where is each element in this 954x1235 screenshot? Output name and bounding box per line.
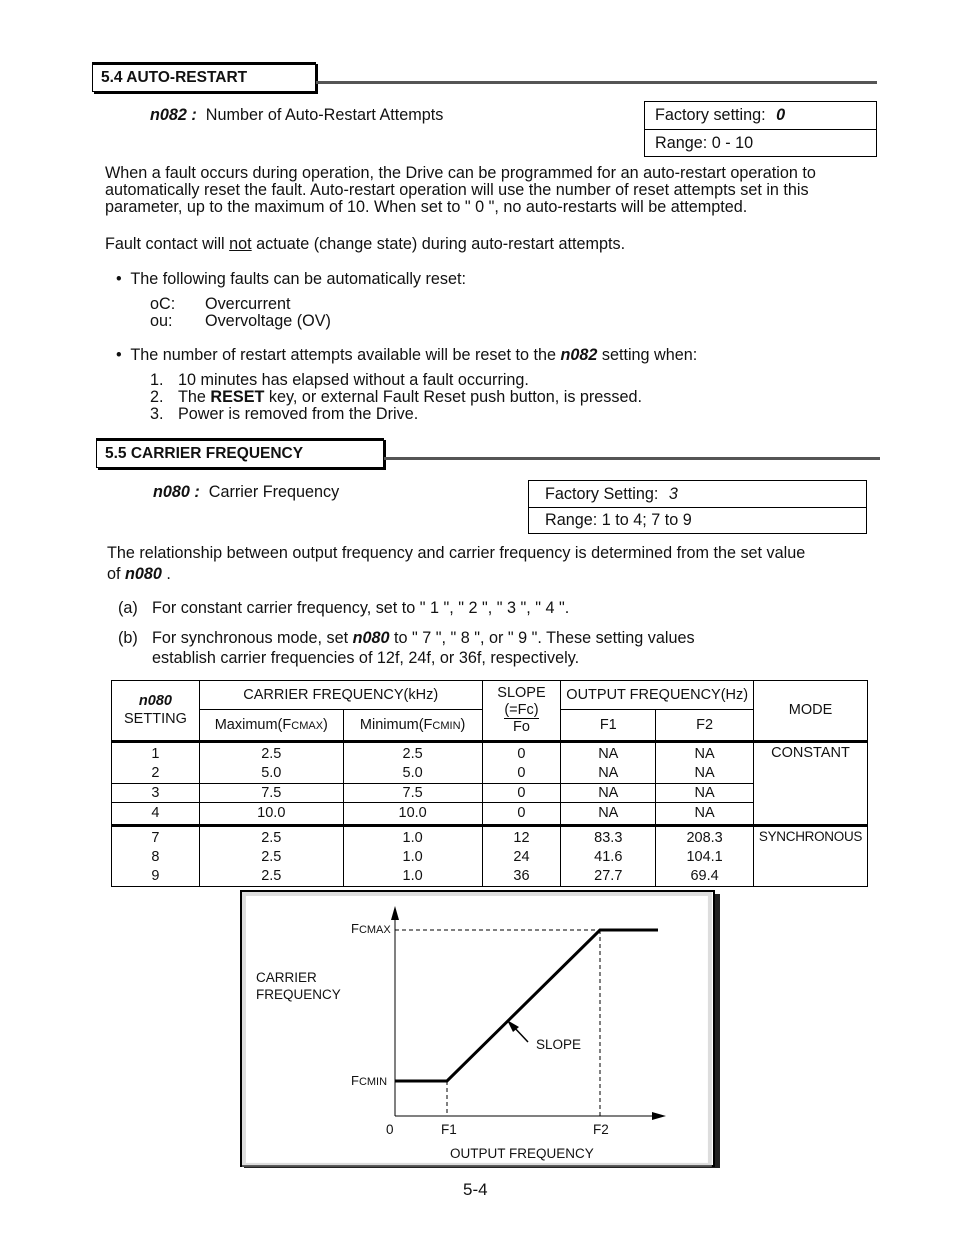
cell-max: 7.5 xyxy=(199,784,343,803)
value: 83.3 xyxy=(594,830,623,846)
table-row-1-2 xyxy=(112,743,868,784)
value: NA xyxy=(694,765,715,781)
fault-desc-ou: Overvoltage (OV) xyxy=(205,312,331,330)
header-max: Maximum(FCMAX) xyxy=(199,710,343,741)
cell-min: 10.0 xyxy=(343,803,482,825)
fcmin-f: F xyxy=(351,1073,359,1088)
cell-mode-constant xyxy=(754,743,868,825)
cell-setting: 4 xyxy=(112,803,200,825)
range-row xyxy=(645,129,876,156)
mode-constant: CONSTANT xyxy=(771,745,850,761)
factory-setting-row xyxy=(645,102,876,129)
range-text: Range: 0 - 10 xyxy=(655,133,754,152)
cell-slope: 0 xyxy=(482,784,561,803)
header-carrier: CARRIER FREQUENCY(kHz) xyxy=(199,681,482,710)
f1-label: F1 xyxy=(441,1122,457,1137)
y-axis-label-2: FREQUENCY xyxy=(256,987,341,1002)
value: 24 xyxy=(513,849,530,865)
n082-factory-box xyxy=(644,101,877,157)
factory-label: Factory Setting: xyxy=(545,484,659,503)
param-n080-label xyxy=(153,484,339,502)
cell-slope: 0 xyxy=(482,803,561,825)
n080-para-line1: The relationship between output frequency and carrier frequency is determined from the set value xyxy=(107,544,806,562)
factory-label: Factory setting: xyxy=(655,106,766,124)
bullet1-text: The following faults can be automatically reset: xyxy=(130,270,466,288)
section-title-text: 5.4 AUTO-RESTART xyxy=(101,69,248,86)
value: 12 xyxy=(513,830,530,846)
bullet2-param: n082 xyxy=(560,346,598,364)
cell-f2 xyxy=(656,827,754,887)
fault-code-ou: ou: xyxy=(150,312,173,330)
list-num-2: 2. xyxy=(150,388,164,406)
bullet-dot: • xyxy=(116,346,122,364)
cell-max xyxy=(199,743,343,784)
factory-value: 0 xyxy=(776,106,786,124)
carrier-frequency-graph xyxy=(240,890,720,1168)
value: 2.5 xyxy=(261,746,282,762)
cell-slope xyxy=(482,827,561,887)
bullet-dot: • xyxy=(116,270,122,288)
header-mode: MODE xyxy=(754,681,868,741)
slope-label: SLOPE xyxy=(536,1037,582,1052)
value: 36 xyxy=(513,868,530,884)
cell-f1 xyxy=(561,743,656,784)
value: 0 xyxy=(517,765,526,781)
item-b-post: to " 7 ", " 8 ", or " 9 ". These setting values xyxy=(389,629,695,647)
n080-para-line2 xyxy=(107,566,171,584)
fcmin-label xyxy=(351,1073,387,1088)
section-5-4-title xyxy=(92,62,316,92)
value: 2 xyxy=(151,765,160,781)
bullet2-pre: The number of restart attempts available will be reset to the xyxy=(130,346,561,364)
param-code: n080 : xyxy=(153,483,200,501)
bullet1 xyxy=(116,271,466,289)
header-param-code: n080 xyxy=(138,693,172,710)
list-text-2 xyxy=(178,389,642,407)
value: NA xyxy=(694,746,715,762)
header-f2: F2 xyxy=(656,710,754,741)
item-b-pre: For synchronous mode, set xyxy=(152,629,353,647)
x-axis-label: OUTPUT FREQUENCY xyxy=(450,1146,594,1161)
header-slope xyxy=(482,681,561,741)
section-5-5-title xyxy=(96,438,384,468)
cell-f1: NA xyxy=(561,784,656,803)
section-5-4-rule xyxy=(316,81,877,84)
cell-mode-synchronous xyxy=(754,827,868,887)
item-b-label: (b) xyxy=(118,629,138,647)
cell-f1 xyxy=(561,827,656,887)
header-max-text: Maximum(F xyxy=(214,716,292,733)
value: 1.0 xyxy=(402,849,423,865)
factory-value: 3 xyxy=(668,484,678,503)
header-slope-text: SLOPE xyxy=(497,684,546,701)
header-min-sub: CMIN xyxy=(432,719,461,732)
cell-setting xyxy=(112,743,200,784)
cell-setting: 3 xyxy=(112,784,200,803)
para1-line2: automatically reset the fault. Auto-restart operation will use the number of reset attempts set in this xyxy=(105,181,809,199)
value: 2.5 xyxy=(261,868,282,884)
cell-setting xyxy=(112,827,200,887)
header-setting-text: SETTING xyxy=(124,711,187,728)
value: 5.0 xyxy=(402,765,423,781)
value: 7 xyxy=(151,830,160,846)
param-code: n082 : xyxy=(150,106,197,124)
param-name: Carrier Frequency xyxy=(208,483,340,501)
section-title-text: 5.5 CARRIER FREQUENCY xyxy=(105,445,304,462)
value: 104.1 xyxy=(686,849,723,865)
range-text: Range: 1 to 4; 7 to 9 xyxy=(545,511,692,529)
cell-slope xyxy=(482,743,561,784)
bullet2 xyxy=(116,347,697,365)
list2-pre: The xyxy=(178,388,211,406)
cell-min: 7.5 xyxy=(343,784,482,803)
para2 xyxy=(105,236,625,254)
value: 8 xyxy=(151,849,160,865)
header-setting xyxy=(112,681,200,741)
value: 208.3 xyxy=(686,830,723,846)
header-output: OUTPUT FREQUENCY(Hz) xyxy=(561,681,754,710)
item-b-line2: establish carrier frequencies of 12f, 24f, or 36f, respectively. xyxy=(152,649,580,667)
n080-factory-box xyxy=(528,480,867,534)
value: 2.5 xyxy=(402,746,423,762)
page-number: 5-4 xyxy=(463,1180,488,1199)
value: 27.7 xyxy=(594,868,623,884)
header-f1: F1 xyxy=(561,710,656,741)
table-header-row-1 xyxy=(112,681,868,710)
value: 2.5 xyxy=(261,849,282,865)
value: 41.6 xyxy=(594,849,623,865)
header-min-text: Minimum(F xyxy=(359,716,433,733)
value: NA xyxy=(598,765,619,781)
para1-line1: When a fault occurs during operation, the Drive can be programmed for an auto-restart operation to xyxy=(105,164,816,182)
list-text-3: Power is removed from the Drive. xyxy=(178,405,419,423)
section-5-5-rule xyxy=(384,457,880,460)
value: NA xyxy=(598,746,619,762)
para2-not: not xyxy=(229,235,252,253)
para-line2-post: . xyxy=(161,565,171,583)
fcmax-label xyxy=(351,921,391,936)
fcmax-f: F xyxy=(351,921,359,936)
fcmin-sub: CMIN xyxy=(358,1076,388,1088)
para-line2-param: n080 xyxy=(125,565,162,583)
value: 9 xyxy=(151,868,160,884)
para-line2-pre: of xyxy=(107,565,125,583)
item-b-text xyxy=(152,630,695,648)
fault-desc-oc: Overcurrent xyxy=(205,295,291,313)
value: 5.0 xyxy=(261,765,282,781)
value: 1 xyxy=(151,746,160,762)
param-n082-label xyxy=(150,107,443,125)
list2-post: key, or external Fault Reset push button, is pressed. xyxy=(264,388,642,406)
table-row-7-9 xyxy=(112,827,868,887)
slope-fraction xyxy=(504,702,538,735)
item-a-label: (a) xyxy=(118,599,138,617)
cell-min xyxy=(343,827,482,887)
cell-f2: NA xyxy=(656,784,754,803)
param-name: Number of Auto-Restart Attempts xyxy=(205,106,444,124)
list-num-3: 3. xyxy=(150,405,164,423)
carrier-frequency-table xyxy=(111,680,868,887)
cell-max xyxy=(199,827,343,887)
graph-svg xyxy=(240,890,720,1168)
mode-synchronous: SYNCHRONOUS xyxy=(758,829,863,844)
list-num-1: 1. xyxy=(150,371,164,389)
header-max-sub: CMAX xyxy=(291,719,324,732)
value: 1.0 xyxy=(402,830,423,846)
cell-max: 10.0 xyxy=(199,803,343,825)
bullet2-post: setting when: xyxy=(597,346,698,364)
para2-post: actuate (change state) during auto-restart attempts. xyxy=(251,235,626,253)
para2-pre: Fault contact will xyxy=(105,235,230,253)
slope-denominator: Fo xyxy=(513,718,530,735)
factory-setting-row xyxy=(529,481,866,507)
f2-label: F2 xyxy=(593,1122,609,1137)
list2-reset: RESET xyxy=(210,388,265,406)
origin-label: 0 xyxy=(386,1122,394,1137)
value: 1.0 xyxy=(402,868,423,884)
slope-numerator: (=Fc) xyxy=(504,701,539,718)
cell-f2: NA xyxy=(656,803,754,825)
range-row xyxy=(529,507,866,533)
item-a-text: For constant carrier frequency, set to " 1 ", " 2 ", " 3 ", " 4 ". xyxy=(152,599,570,617)
fcmax-sub: CMAX xyxy=(358,924,391,936)
cell-min xyxy=(343,743,482,784)
cell-f2 xyxy=(656,743,754,784)
list-text-1: 10 minutes has elapsed without a fault occurring. xyxy=(178,371,529,389)
para1-line3: parameter, up to the maximum of 10. When set to " 0 ", no auto-restarts will be attempted. xyxy=(105,198,748,216)
value: 69.4 xyxy=(690,868,719,884)
graph-frame xyxy=(241,891,714,1166)
cell-f1: NA xyxy=(561,803,656,825)
fault-code-oc: oC: xyxy=(150,295,176,313)
item-b-param: n080 xyxy=(352,629,390,647)
y-axis-label-1: CARRIER xyxy=(256,970,317,985)
header-min: Minimum(FCMIN) xyxy=(343,710,482,741)
value: 2.5 xyxy=(261,830,282,846)
value: 0 xyxy=(517,746,526,762)
